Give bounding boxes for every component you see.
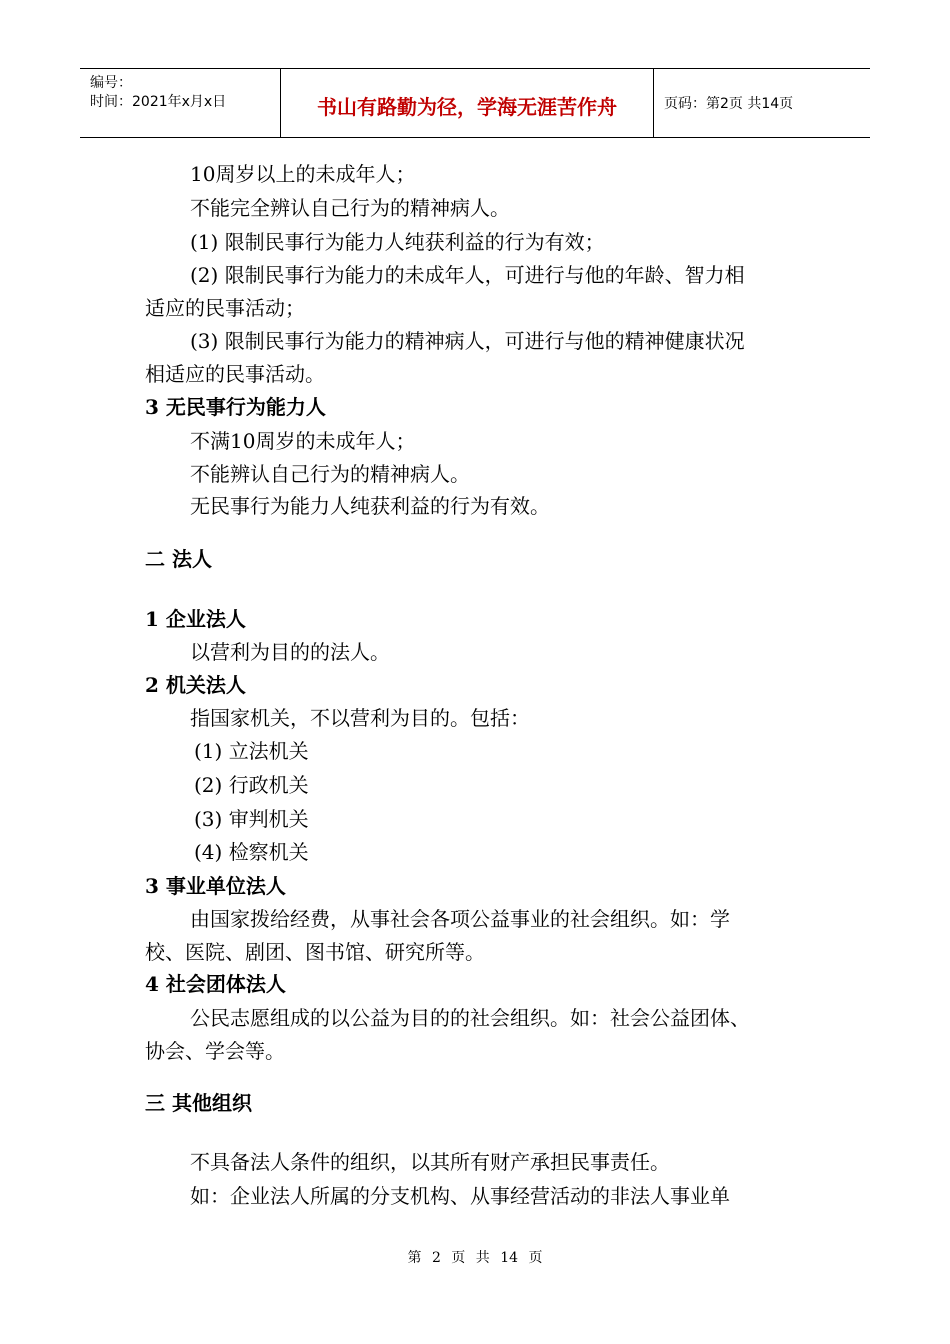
body-line: 无民事行为能力人纯获利益的行为有效。 [190, 494, 550, 518]
body-line: 10周岁以上的未成年人； [190, 162, 416, 186]
list-item: (4) 检察机关 [194, 840, 309, 864]
chapter-heading: 三 其他组织 [145, 1091, 252, 1115]
body-line: 以营利为目的的法人。 [190, 640, 390, 664]
body-line: (2) 限制民事行为能力的未成年人，可进行与他的年龄、智力相 [190, 263, 745, 287]
body-line: 校、医院、剧团、图书馆、研究所等。 [145, 940, 485, 964]
body-line: 不能辨认自己行为的精神病人。 [190, 462, 470, 486]
number-label: 编号： [90, 75, 132, 91]
header-meta-cell [80, 69, 281, 137]
section-heading: 2 机关法人 [145, 673, 246, 697]
list-item: (1) 立法机关 [194, 739, 309, 763]
section-heading: 4 社会团体法人 [145, 972, 286, 996]
body-line: (1) 限制民事行为能力人纯获利益的行为有效； [190, 230, 605, 254]
body-line: 适应的民事活动； [145, 296, 305, 320]
list-item: (2) 行政机关 [194, 773, 309, 797]
section-heading: 3 事业单位法人 [145, 874, 286, 898]
body-line: 不能完全辨认自己行为的精神病人。 [190, 196, 510, 220]
body-line: 指国家机关，不以营利为目的。包括： [190, 706, 530, 730]
body-line: 公民志愿组成的以公益为目的的社会组织。如：社会公益团体、 [190, 1006, 750, 1030]
page-header [80, 68, 870, 138]
header-page-cell [654, 69, 870, 137]
body-line: 不具备法人条件的组织，以其所有财产承担民事责任。 [190, 1150, 670, 1174]
body-line: 协会、学会等。 [145, 1039, 285, 1063]
date-label: 时间：2021年x月x日 [90, 94, 227, 110]
section-heading: 3 无民事行为能力人 [145, 395, 326, 419]
chapter-heading: 二 法人 [145, 547, 212, 571]
body-line: 相适应的民事活动。 [145, 362, 325, 386]
body-line: 不满10周岁的未成年人； [190, 429, 416, 453]
header-motto-cell [281, 69, 654, 137]
page-footer: 第 2 页 共 14 页 [407, 1250, 543, 1266]
section-heading: 1 企业法人 [145, 607, 246, 631]
body-line: (3) 限制民事行为能力的精神病人，可进行与他的精神健康状况 [190, 329, 745, 353]
body-line: 如：企业法人所属的分支机构、从事经营活动的非法人事业单 [190, 1184, 730, 1208]
list-item: (3) 审判机关 [194, 807, 309, 831]
body-line: 由国家拨给经费，从事社会各项公益事业的社会组织。如：学 [190, 907, 730, 931]
page-code: 页码：第2页 共14页 [664, 96, 794, 112]
motto-text: 书山有路勤为径，学海无涯苦作舟 [317, 95, 617, 119]
